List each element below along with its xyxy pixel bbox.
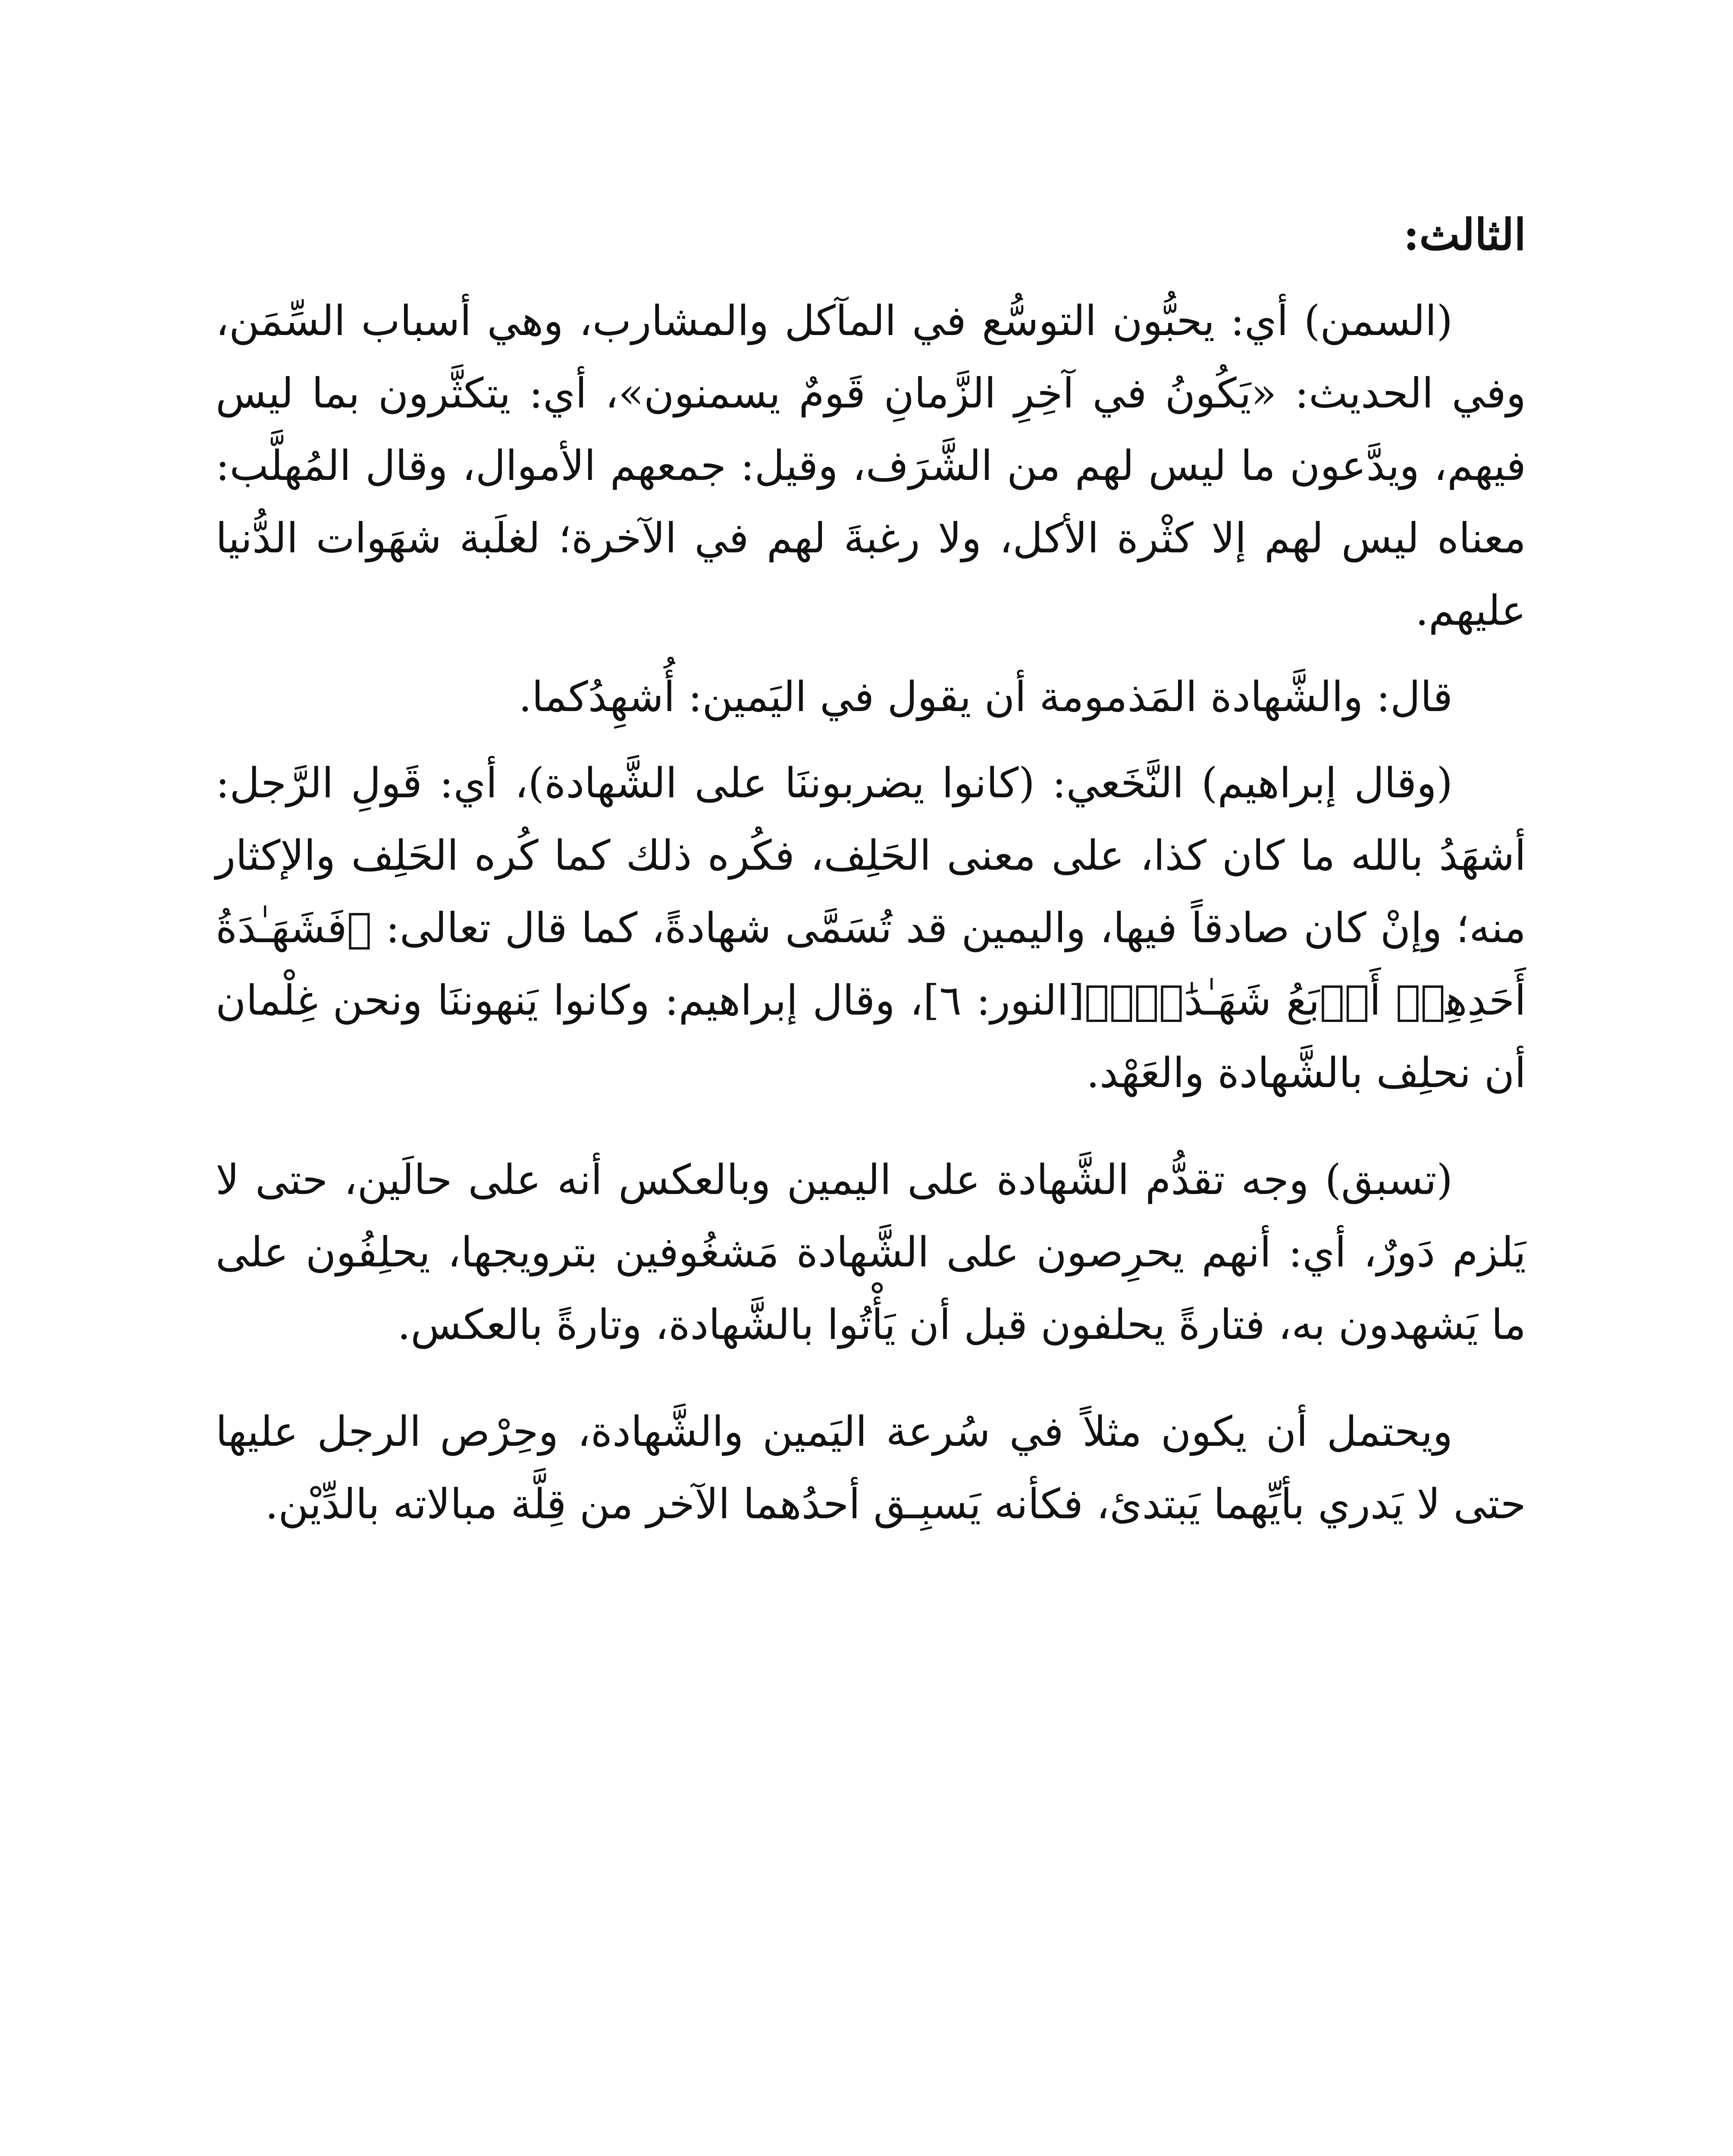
paragraph-yahtamil: ويحتمل أن يكون مثلاً في سُرعة اليَمين والشَّهادة، وحِرْص الرجل عليها حتى لا يَدري بأيِّهما يَبتدئ، فكأنه يَسبِـق أحدُهما الآخر من قِلَّة مبالاته بالدِّيْن. [216,1407,1526,1528]
paragraph-samn: (السمن) أي: يحبُّون التوسُّع في المآكل والمشارب، وهي أسباب السِّمَن، وفي الحديث: «يَكُونُ في آخِرِ الزَّمانِ قَومٌ يسمنون»، أي: يتكثَّرون بما ليس فيهم، ويدَّعون ما ليس لهم من الشَّرَف، وقيل: جمعهم الأموال، وقال المُهلَّب: معناه ليس لهم إلا كثْرة الأكل، ولا رغبةَ لهم في الآخرة؛ لغلَبة شهَوات الدُّنيا عليهم. [216,297,1526,635]
section-heading: الثالث: [1403,209,1526,260]
paragraph-shahada-madhmuma: قال: والشَّهادة المَذمومة أن يقول في اليَمين: أُشهِدُكما. [518,673,1453,721]
paragraph-ibrahim: (وقال إبراهيم) النَّخَعي: (كانوا يضربوننَا على الشَّهادة)، أي: قَولِ الرَّجل: أشهَدُ بالله ما كان كذا، على معنى الحَلِف، فكُره ذلك كما كُره الحَلِف والإكثار منه؛ وإنْ كان صادقاً فيها، واليمين قد تُسَمَّى شهادةً، كما قال تعالى: ﴿فَشَهَـٰدَةُ أَحَدِهِمۡ أَرۡبَعُ شَهَـٰدَٰتِۭ﴾[النور: ٦]، وقال إبراهيم: وكانوا يَنهوننَا ونحن غِلْمان أن نحلِف بالشَّهادة والعَهْد. [216,759,1526,1097]
main-text [216,198,1526,1540]
paragraph-tasbiq: (تسبق) وجه تقدُّم الشَّهادة على اليمين وبالعكس أنه على حالَين، حتى لا يَلزم دَورٌ، أي: أنهم يحرِصون على الشَّهادة مَشغُوفين بترويجها، يحلِفُون على ما يَشهدون به، فتارةً يحلفون قبل أن يَأْتُوا بالشَّهادة، وتارةً بالعكس. [216,1156,1526,1349]
